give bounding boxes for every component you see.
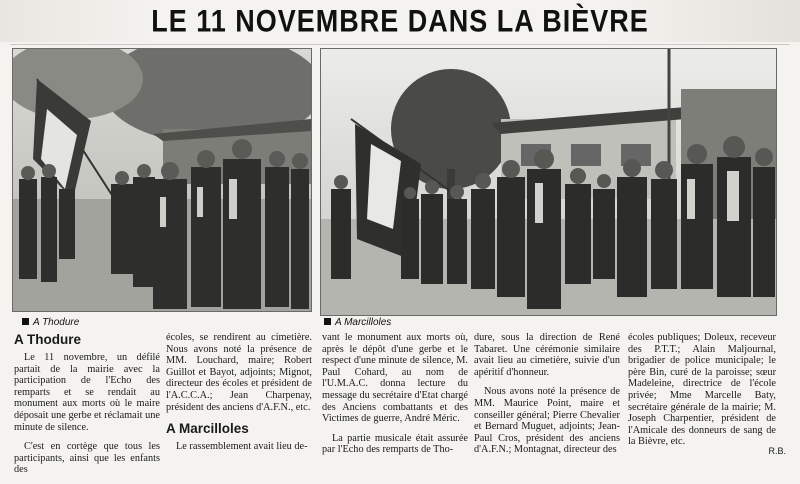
- caption-thodure-text: A Thodure: [33, 317, 80, 328]
- paragraph: C'est en cortège que tous les participants, ainsi que les enfants des: [14, 441, 160, 476]
- caption-marcilloles: [324, 317, 391, 328]
- photo-marcilloles-image: [321, 49, 776, 315]
- photo-thodure-image: [13, 49, 311, 311]
- headline: LE 11 NOVEMBRE DANS LA BIÈVRE: [151, 3, 649, 39]
- caption-bullet: [22, 318, 29, 325]
- caption-bullet: [324, 318, 331, 325]
- paragraph: Le rassemblement avait lieu de-: [176, 441, 308, 453]
- article-column-4: [474, 332, 620, 464]
- paragraph: La partie musicale était assurée par l'Echo des remparts de Tho-: [322, 432, 468, 456]
- photo-marcilloles: [320, 48, 777, 316]
- paragraph: Nous avons noté la présence de MM. Maurice Point, maire et conseiller général; Pierre Chevalier et Bernard Muguet, adjoints; Jean-Paul Cros, président des anciens d'A.F.N.; Montagnat, directeur des: [474, 386, 620, 456]
- section-heading-thodure: A Thodure: [14, 332, 81, 347]
- author-signature: R.B.: [768, 446, 786, 456]
- article-column-5: [628, 332, 776, 456]
- paragraph: Le 11 novembre, un défilé partait de la mairie avec la participation de l'Echo des remparts et se rendait au monument aux morts où le maire déposait une gerbe et réclamait une minute de silence.: [14, 352, 160, 433]
- caption-thodure: [22, 317, 79, 328]
- paragraph: dure, sous la direction de René Tabaret. Une cérémonie similaire avait lieu au cimetière, suivie d'un apéritif d'honneur.: [474, 332, 620, 378]
- headline-rule: [10, 44, 790, 45]
- paragraph: vant le monument aux morts où, après le dépôt d'une gerbe et le respect d'une minute de silence, M. Paul Cohard, au nom de l'U.M.A.C. donna lecture du message du secrétaire d'Etat chargé des Anciens combattants et des Victimes de guerre, André Méric.: [322, 332, 468, 425]
- photo-thodure: [12, 48, 312, 312]
- article-column-3: [322, 332, 468, 464]
- section-heading-marcilloles: A Marcilloles: [166, 421, 249, 437]
- caption-marcilloles-text: A Marcilloles: [335, 317, 392, 328]
- paragraph: écoles, se rendirent au cimetière. Nous avons noté la présence de MM. Louchard, maire; Robert Guillot et Bayot, adjoints; Mignot, directeur des écoles et président de l'A.C.C.A.; Jean Charpenay, président des anciens d'A.F.N., etc.: [166, 332, 312, 413]
- article-column-2: [166, 332, 312, 461]
- paragraph: écoles publiques; Doleux, receveur des P.T.T.; Alain Maljournal, brigadier de police municipale; le père Bin, curé de la paroisse; sœur Madeleine, directrice de l'école privée; Mme Marcelle Baty, secrétaire générale de la mairie; M. Joseph Charpentier, président de l'Amicale des donneurs de sang de la Bièvre, etc.: [628, 332, 776, 448]
- article-column-1: [14, 332, 160, 484]
